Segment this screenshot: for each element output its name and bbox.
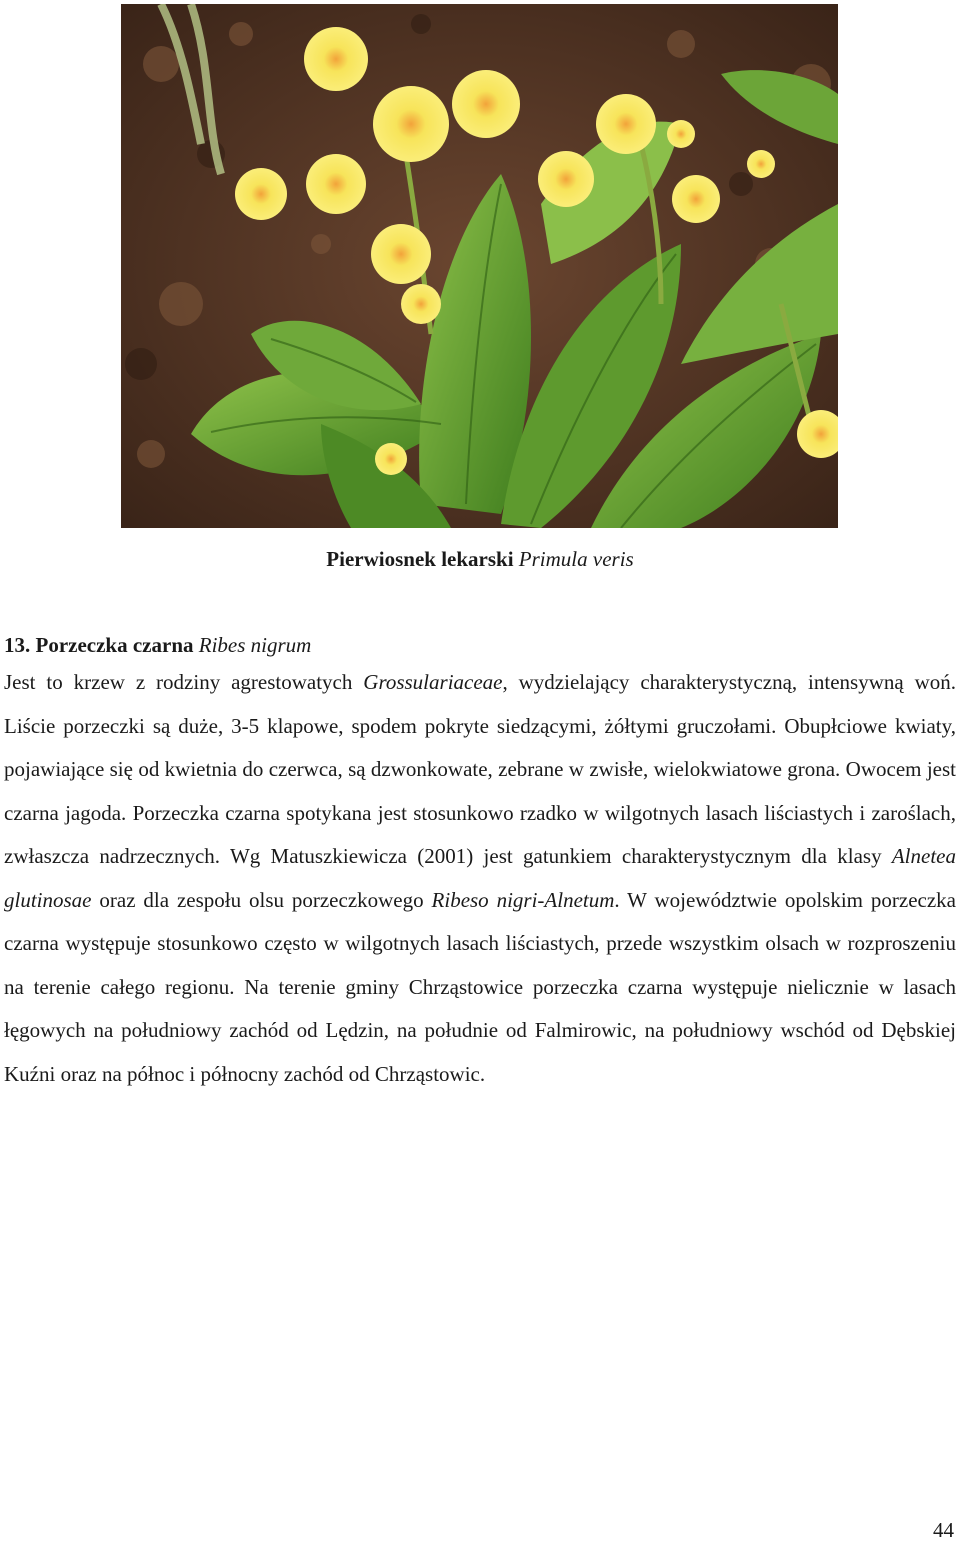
caption-common-name: Pierwiosnek lekarski <box>326 547 514 571</box>
body-part-2: , wydzielający charakterystyczną, intensywną woń. Liście porzeczki są duże, 3-5 klapowe, spodem pokryte siedzącymi, żółtymi gruczołami. Obupłciowe kwiaty, pojawiające się od kwietnia do czerwca, są dzwonkowate, zebrane w zwisłe, wielokwiatowe grona. Owocem jest czarna jagoda. Porzeczka czarna spotykana jest stosunkowo rzadko w wilgotnych lasach liściastych i zaroślach, zwłaszcza nadrzecznych. Wg Matuszkiewicza (2001) jest gatunkiem charakterystycznym dla klasy <box>4 670 956 868</box>
body-part-3: oraz dla zespołu olsu porzeczkowego <box>91 887 432 912</box>
caption-latin-name: Primula veris <box>518 547 634 571</box>
association-name: Ribeso nigri-Alnetum <box>431 887 615 912</box>
body-part-4: . W województwie opolskim porzeczka czarna występuje stosunkowo często w wilgotnych lasach liściastych, przede wszystkim olsach w rozproszeniu na terenie całego regionu. Na terenie gminy Chrząstowice porzeczka czarna występuje nielicznie w lasach łęgowych na południowy zachód od Lędzin, na południe od Falmirowic, na południowy wschód od Dębskiej Kuźni oraz na północ i północny zachód od Chrząstowic. <box>4 887 956 1086</box>
flower-photo-illustration <box>121 4 838 528</box>
species-section <box>4 631 956 1096</box>
family-name: Grossulariaceae <box>363 670 503 694</box>
section-title: 13. Porzeczka czarna <box>4 633 194 657</box>
class-name: Alnetea glutinosae <box>4 844 956 912</box>
photo-caption <box>0 545 960 573</box>
section-body <box>4 661 956 1096</box>
primula-photo <box>121 4 838 528</box>
section-latin-name: Ribes nigrum <box>198 633 312 657</box>
section-heading <box>4 631 956 659</box>
body-part-1: Jest to krzew z rodziny agrestowatych <box>4 670 364 694</box>
page-number: 44 <box>933 1518 954 1542</box>
